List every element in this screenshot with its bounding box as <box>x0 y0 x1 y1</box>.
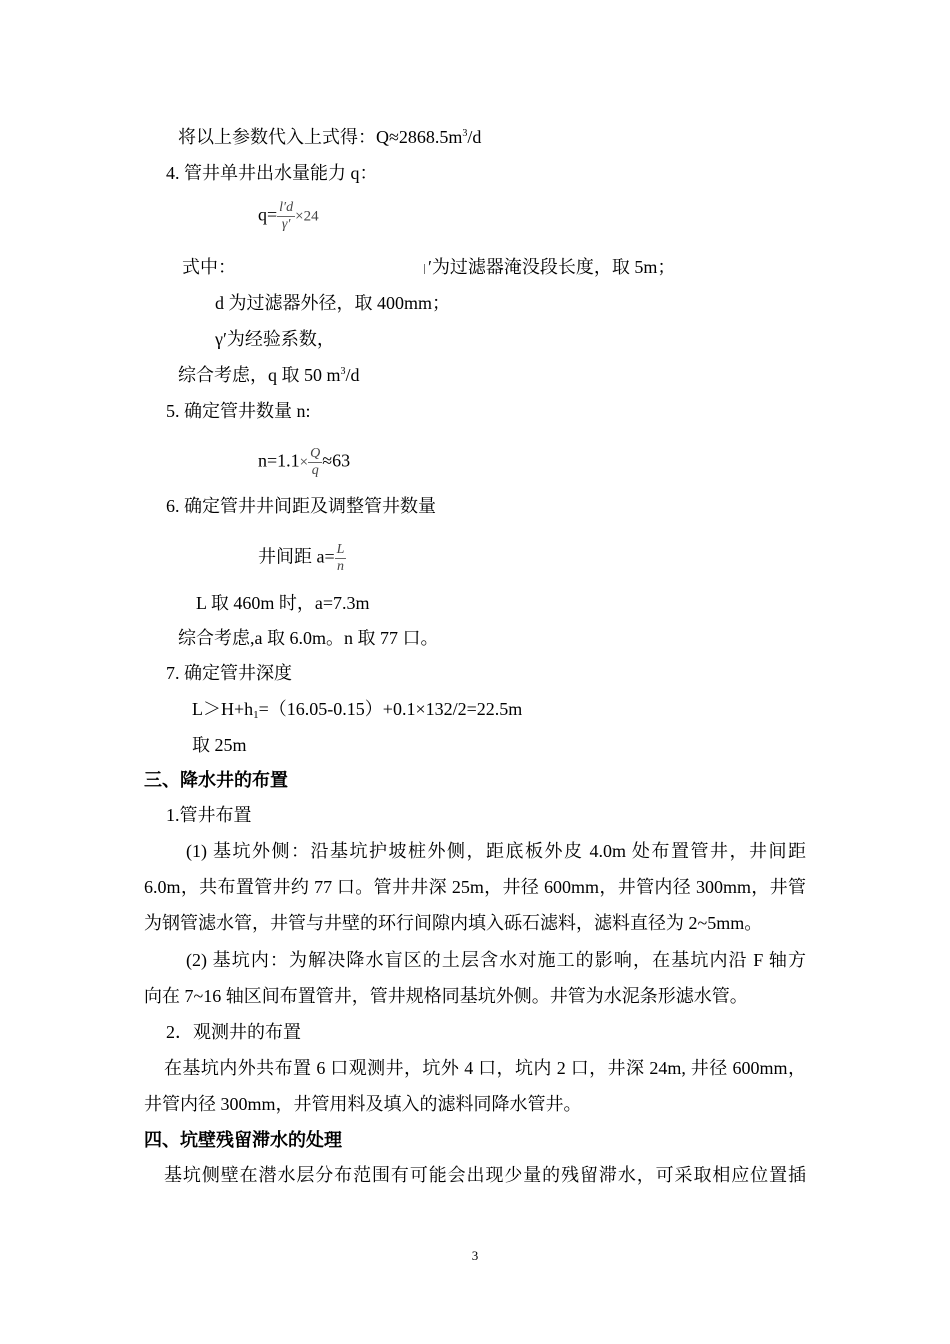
formula-n: n=1.1× $\frac{Q}{q}$ ≈63 <box>258 446 351 478</box>
paragraph-1-line-3: 为钢管滤水管，井管与井壁的环行间隙内填入砾石滤料，滤料直径为 2~5mm。 <box>144 913 763 933</box>
where-label: 式中： <box>182 257 236 277</box>
depth-take-line: 取 25m <box>192 735 247 755</box>
section-5-heading: 5. 确定管井数量 n: <box>166 401 311 421</box>
q-take-line: 综合考虑，q 取 50 $m^3/d$ <box>178 365 360 385</box>
l460-line: L 取 460m 时，a=7.3m <box>196 593 370 613</box>
paragraph-1-line-1: (1) 基坑外侧：沿基坑护坡桩外侧，距底板外皮 4.0m 处布置管井，井间距 <box>186 841 806 861</box>
paragraph-3-line-2: 井管内径 300mm，井管用料及填入的滤料同降水管井。 <box>144 1094 582 1114</box>
section-7-heading: 7. 确定管井深度 <box>166 663 292 683</box>
section-4-heading: 4. 管井单井出水量能力 q： <box>166 163 378 183</box>
where-d-definition: d 为过滤器外径，取 400mm； <box>215 293 451 313</box>
section-6-heading: 6. 确定管井井间距及调整管井数量 <box>166 496 436 516</box>
paragraph-2-line-1: (2) 基坑内：为解决降水盲区的土层含水对施工的影响，在基坑内沿 F 轴方 <box>186 950 806 970</box>
where-l-definition: ′为过滤器淹没段长度，取 5m； <box>424 256 675 278</box>
fraction-q: $\frac{l'd}{\gamma'}$ <box>279 200 294 232</box>
subsection-1-title: 1.管井布置 <box>166 805 252 825</box>
where-gamma-definition: γ′为经验系数， <box>215 329 335 349</box>
a-take-line: 综合考虑,a 取 6.0m。n 取 77 口。 <box>178 628 439 648</box>
paragraph-3-line-1: 在基坑内外共布置 6 口观测井，坑外 4 口，坑内 2 口，井深 24m, 井径 600mm， <box>164 1058 806 1078</box>
subsection-2-title: 2．观测井的布置 <box>166 1022 301 1042</box>
depth-formula: $L>H+h_1=(16.05-0.15)+0.1\times 132/2=22.5m$ <box>192 699 523 721</box>
fraction-n: $\frac{Q}{q}$ <box>310 446 321 478</box>
section-3-title: 三、降水井的布置 <box>144 770 288 790</box>
page-number: 3 <box>471 1248 479 1263</box>
section-4-title: 四、坑壁残留滞水的处理 <box>144 1130 342 1150</box>
paragraph-2-line-2: 向在 7~16 轴区间布置管井，管井规格同基坑外侧。井管为水泥条形滤水管。 <box>144 986 748 1006</box>
fraction-a: $\frac{L}{n}$ <box>336 542 345 574</box>
substitute-line: 将以上参数代入上式得：$Q\approx 2868.5m^3/d$ <box>178 127 482 147</box>
paragraph-4-line-1: 基坑侧壁在潜水层分布范围有可能会出现少量的残留滞水，可采取相应位置插 <box>164 1165 806 1185</box>
formula-a: 井间距 a= $\frac{L}{n}$ <box>258 542 345 574</box>
paragraph-1-line-2: 6.0m，共布置管井约 77 口。管井井深 25m，井径 600mm，井管内径 300mm，井管 <box>144 877 806 897</box>
cursor-mark-icon <box>424 264 425 274</box>
formula-q: q= $\frac{l'd}{\gamma'}$ ×24 <box>258 200 319 232</box>
